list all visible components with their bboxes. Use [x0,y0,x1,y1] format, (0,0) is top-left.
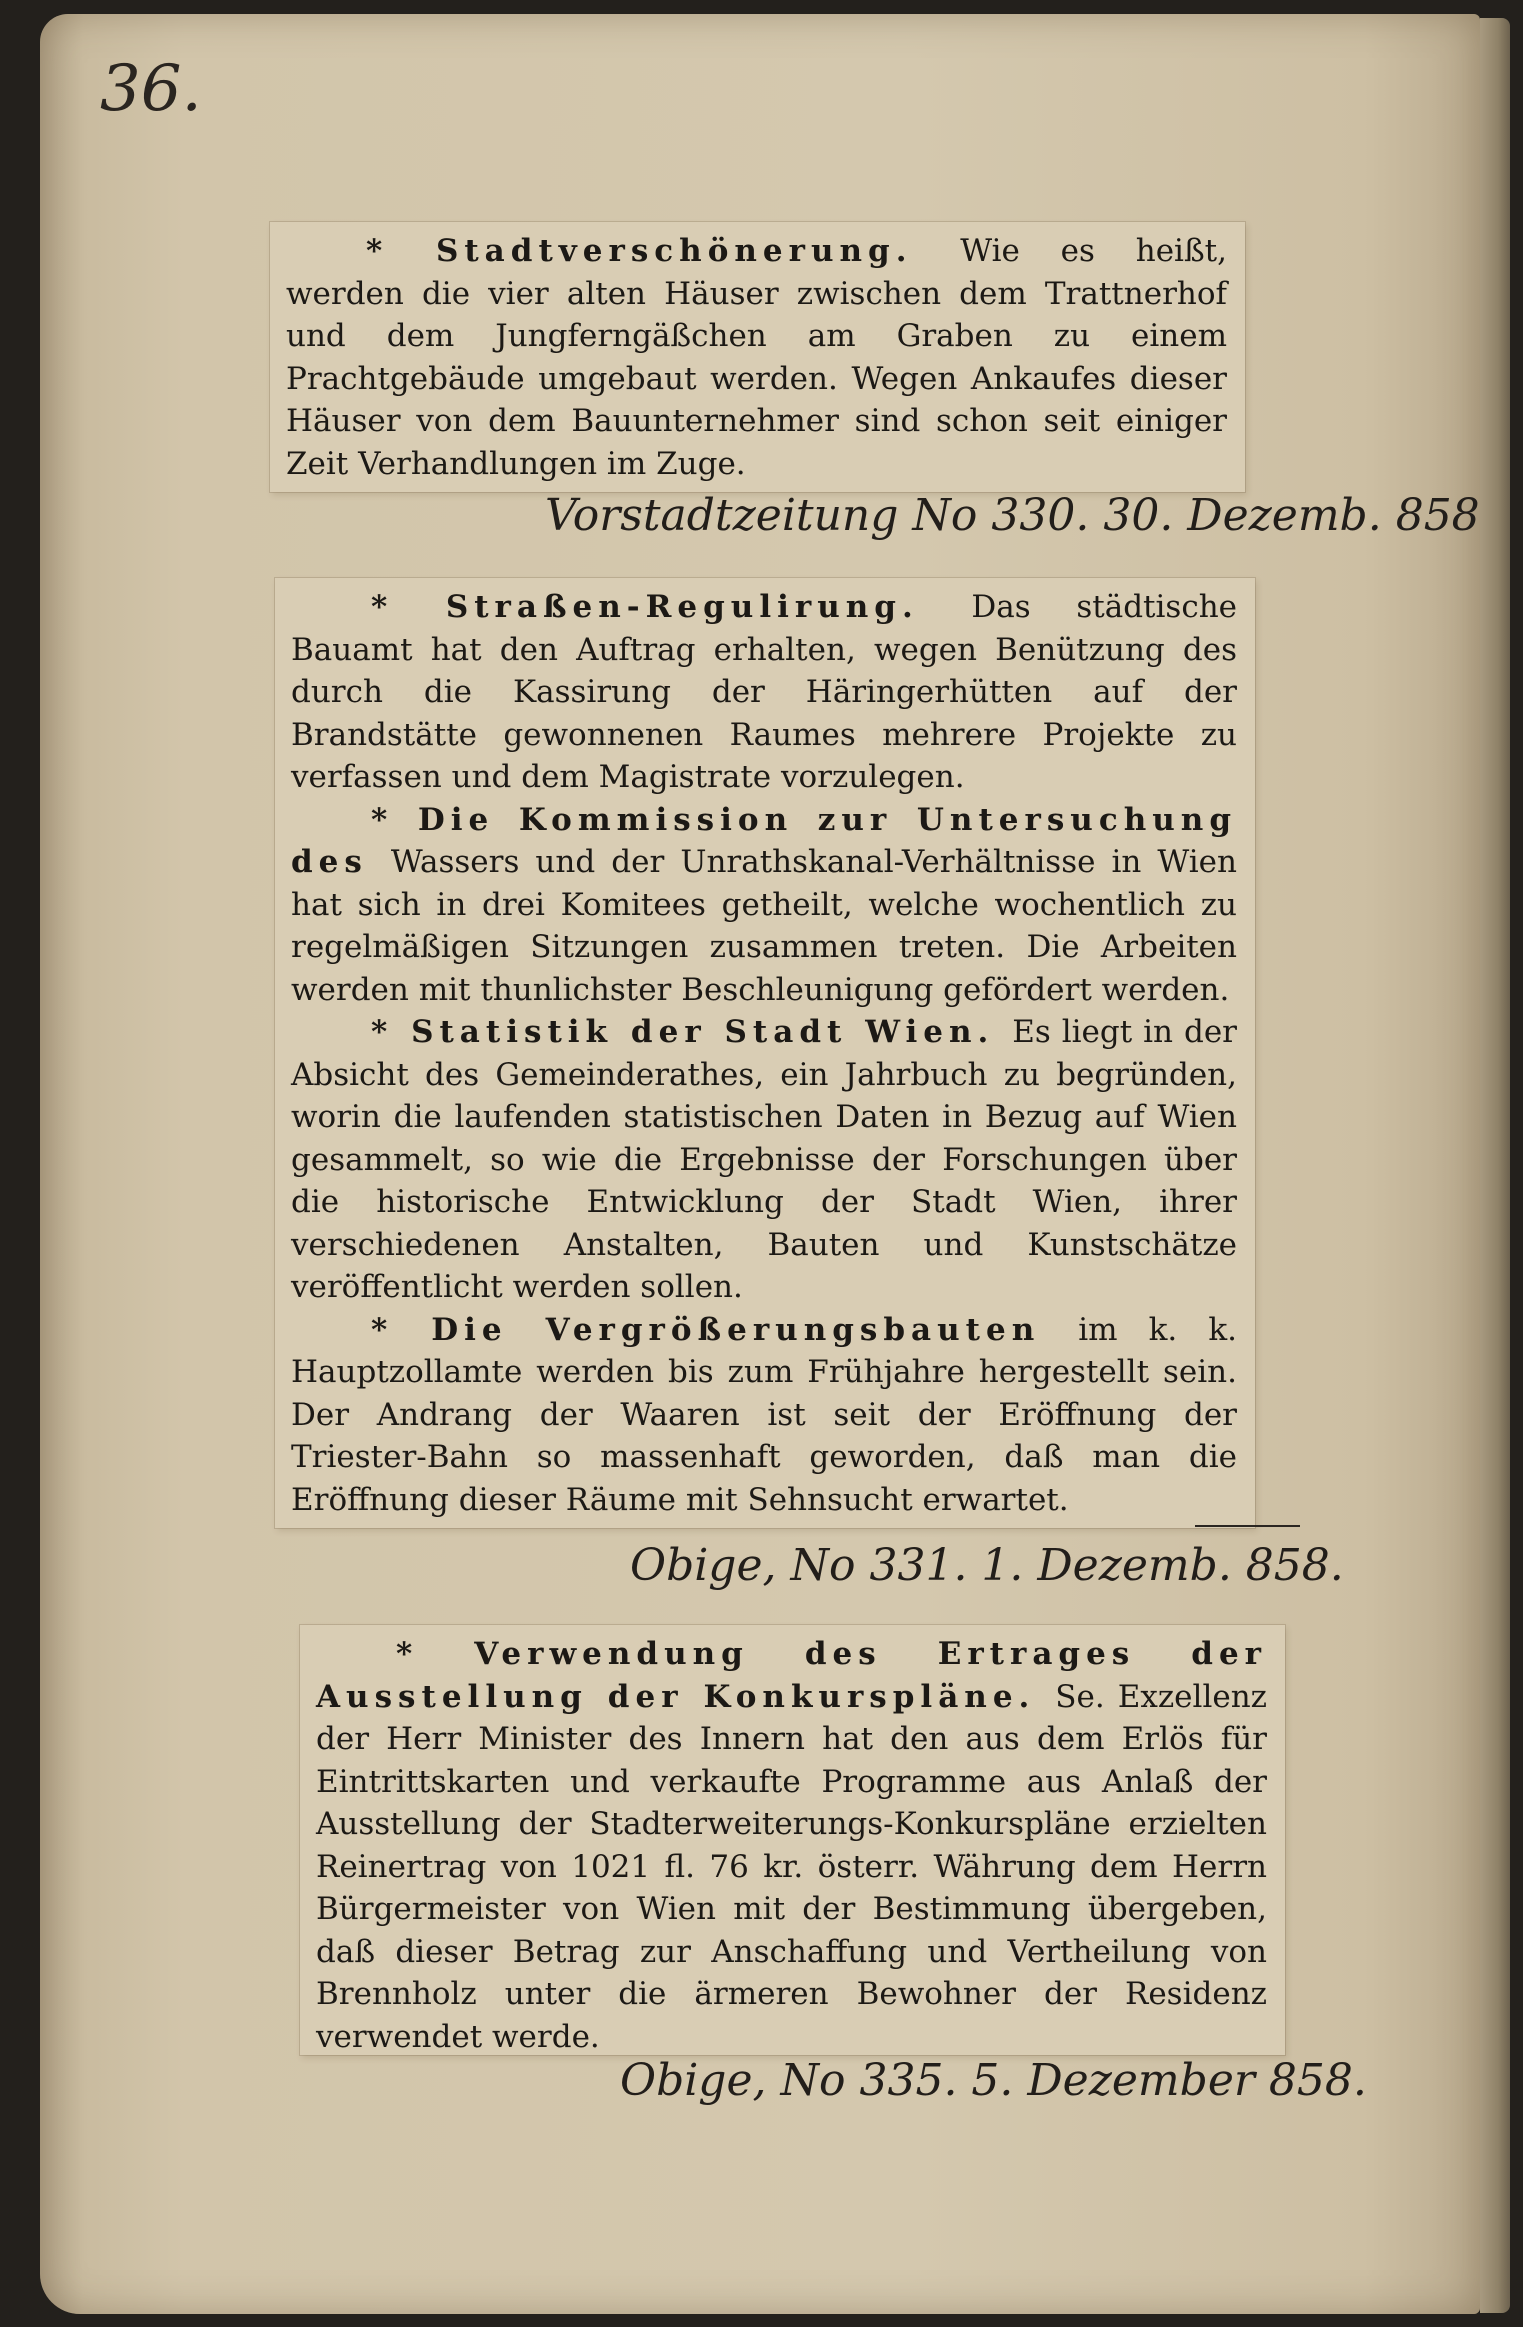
article-text: Das städtische Bauamt hat den Auftrag erhalten, wegen Benützung des durch die Kassirung der Häringerhütten auf der Brandstätte gewonnenen Raumes mehrere Projekte zu verfassen und dem Magistrate vorzulegen. [291,589,1238,795]
clipping-paragraph [291,1309,1237,1522]
newspaper-clipping-3 [300,1625,1285,2055]
article-heading: * Verwendung des Ertrages der Ausstellung der Konkurspläne. [316,1636,1267,1715]
article-text: Wie es heißt, werden die vier alten Häuser zwischen dem Trattnerhof und dem Jungferngäßchen am Graben zu einem Prachtgebäude umgebaut werden. Wegen Ankaufes dieser Häuser von dem Bauunternehmer sind schon seit einiger Zeit Verhandlungen im Zuge. [286,233,1227,482]
clipping-paragraph [291,586,1237,799]
clipping-paragraph [316,1633,1267,2058]
newspaper-clipping-2 [275,578,1255,1528]
page-edge [1480,18,1510,2313]
article-text: im k. k. Hauptzollamte werden bis zum Frühjahre hergestellt sein. Der Andrang der Waaren ist seit der Eröffnung der Triester-Bahn so massenhaft geworden, daß man die Eröffnung dieser Räume mit Sehnsucht erwartet. [291,1311,1237,1518]
newspaper-clipping-1 [270,222,1245,492]
article-text: Es liegt in der Absicht des Gemeinderathes, ein Jahrbuch zu begründen, worin die laufenden statistischen Daten in Bezug auf Wien gesammelt, so wie die Ergebnisse der Forschungen über die historische Entwicklung der Stadt Wien, ihrer verschiedenen Anstalten, Bauten und Kunstschätze veröffentlicht werden sollen. [291,1014,1237,1305]
article-heading: * Die Kommission zur Untersuchung des [291,801,1237,880]
clipping-paragraph [291,1011,1237,1309]
page-number: 36. [100,52,202,126]
clipping-paragraph [291,799,1237,1012]
handwritten-source-note-2: Obige, No 331. 1. Dezemb. 858. [630,1540,1344,1591]
article-text: Wassers und der Unrathskanal-Verhältnisse in Wien hat sich in drei Komitees getheilt, welche wochentlich zu regelmäßigen Sitzungen zusammen treten. Die Arbeiten werden mit thunlichster Beschleunigung gefördert werden. [291,844,1237,1008]
handwritten-source-note-3: Obige, No 335. 5. Dezember 858. [620,2055,1367,2106]
clipping-paragraph [286,230,1227,485]
article-heading: * Die Vergrößerungsbauten [371,1311,1079,1348]
article-heading: * Stadtverschönerung. [366,233,961,269]
divider-line [1195,1525,1300,1527]
handwritten-source-note-1: Vorstadtzeitung No 330. 30. Dezemb. 858 [545,490,1480,541]
article-heading: * Straßen-Regulirung. [371,589,972,625]
article-text: Se. Exzellenz der Herr Minister des Innern hat den aus dem Erlös für Eintrittskarten und verkaufte Programme aus Anlaß der Ausstellung der Stadterweiterungs-Konkurspläne erzielten Reinertrag von 1021 fl. 76 kr. österr. Währung dem Herrn Bürgermeister von Wien mit der Bestimmung übergeben, daß dieser Betrag zur Anschaffung und Vertheilung von Brennholz unter die ärmeren Bewohner der Residenz verwendet werde. [316,1678,1268,2055]
article-heading: * Statistik der Stadt Wien. [371,1014,1013,1050]
